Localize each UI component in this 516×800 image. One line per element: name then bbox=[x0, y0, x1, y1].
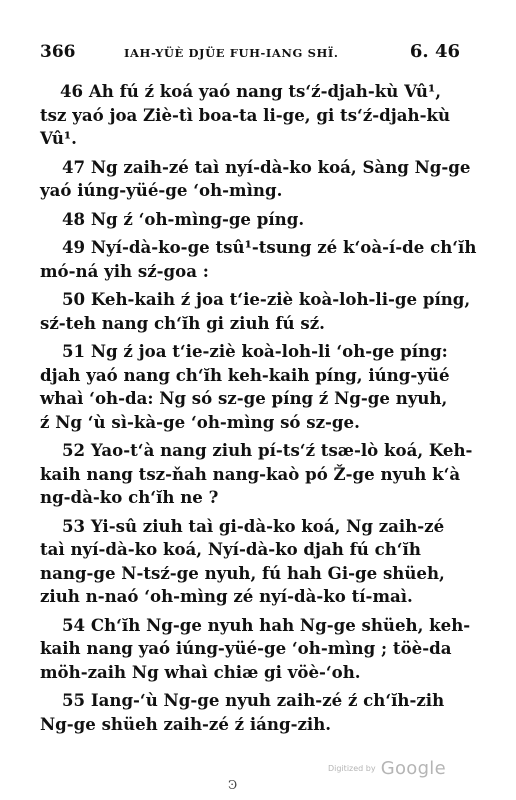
google-logo: Google bbox=[380, 758, 446, 779]
verse-text-body bbox=[40, 80, 477, 741]
verse-line: 55 Iang-‘ù Ng-ge nyuh zaih-zé ź ch‘ĭh-zih bbox=[62, 690, 445, 710]
verse-line: 50 Keh-kaih ź joa t‘ie-ziè koà-loh-li-ge píng, bbox=[62, 289, 471, 309]
verse-paragraph bbox=[40, 614, 471, 685]
chapter-verse-ref: 6. 46 bbox=[409, 41, 460, 62]
verse-line: yaó iúng-yüé-ge ‘oh-mìng. bbox=[40, 180, 283, 200]
verse-line: 53 Yi-sû ziuh taì gi-dà-ko koá, Ng zaih-zé bbox=[62, 515, 445, 536]
verse-line: 46 Ah fú ź koá yaó nang ts‘ź-djah-kù Vû¹, bbox=[60, 81, 442, 101]
verse-line: 47 Ng zaih-zé taì nyí-dà-ko koá, Sàng Ng-ge bbox=[62, 156, 471, 177]
verse-line: 51 Ng ź joa t‘ie-ziè koà-loh-li ‘oh-ge píng: bbox=[62, 341, 448, 361]
verse-paragraph bbox=[40, 515, 460, 609]
verse-line: whaì ‘oh-da: Ng só sz-ge píng ź Ng-ge nyuh, bbox=[40, 388, 448, 408]
verse-paragraph bbox=[40, 156, 471, 203]
verse-line: kaih nang tsz-ňah nang-kaò pó Ž-ge nyuh k‘à bbox=[40, 463, 461, 484]
watermark-prefix: Digitized by bbox=[328, 764, 376, 773]
verse-paragraph bbox=[40, 288, 471, 335]
verse-line: ziuh n-naó ‘oh-mìng zé nyí-dà-ko tí-maì. bbox=[40, 586, 413, 606]
verse-line: 49 Nyí-dà-ko-ge tsû¹-tsung zé k‘oà-í-de ch‘ĭh bbox=[62, 237, 477, 257]
verse-line: ng-dà-ko ch‘ĭh ne ? bbox=[40, 487, 219, 507]
digitized-watermark bbox=[328, 758, 446, 779]
running-title: IAH-YÜÈ DJÜE FUH-IANG SHÏ. bbox=[124, 46, 339, 60]
verse-line: tsz yaó joa Ziè-tì boa-ta li-ge, gi ts‘ź-djah-kù bbox=[40, 104, 451, 125]
verse-line: ź Ng ‘ù sì-kà-ge ‘oh-mìng só sz-ge. bbox=[40, 411, 360, 432]
verse-paragraph bbox=[40, 236, 477, 283]
verse-paragraph bbox=[40, 80, 460, 151]
verse-line: 54 Ch‘ĭh Ng-ge nyuh hah Ng-ge shüeh, keh- bbox=[62, 614, 471, 635]
verse-line: sź-teh nang ch‘ĭh gi ziuh fú sź. bbox=[40, 312, 325, 333]
verse-line: taì nyí-dà-ko koá, Nyí-dà-ko djah fú ch‘ĭh bbox=[40, 539, 421, 559]
verse-paragraph bbox=[40, 689, 460, 736]
verse-line: djah yaó nang ch‘ĭh keh-kaih píng, iúng-yüé bbox=[40, 364, 450, 385]
verse-line: nang-ge N-tsź-ge nyuh, fú hah Gi-ge shüeh, bbox=[40, 562, 445, 583]
signature-mark: Ͽ bbox=[228, 778, 238, 792]
verse-line: mó-ná yih sź-goa : bbox=[40, 260, 209, 281]
verse-paragraph bbox=[40, 208, 460, 232]
running-header bbox=[40, 40, 460, 66]
page-number: 366 bbox=[40, 42, 76, 62]
verse-line: 48 Ng ź ‘oh-mìng-ge píng. bbox=[62, 208, 305, 229]
verse-line: Vû¹. bbox=[40, 128, 77, 148]
verse-paragraph bbox=[40, 439, 473, 510]
verse-paragraph bbox=[40, 340, 460, 434]
verse-line: 52 Yao-t‘à nang ziuh pí-ts‘ź tsæ-lò koá, Keh- bbox=[62, 440, 473, 460]
verse-line: möh-zaih Ng whaì chiæ gi vöè-‘oh. bbox=[40, 661, 361, 682]
verse-line: Ng-ge shüeh zaih-zé ź iáng-zih. bbox=[40, 713, 332, 734]
verse-line: kaih nang yaó iúng-yüé-ge ‘oh-mìng ; töè-da bbox=[40, 638, 452, 658]
